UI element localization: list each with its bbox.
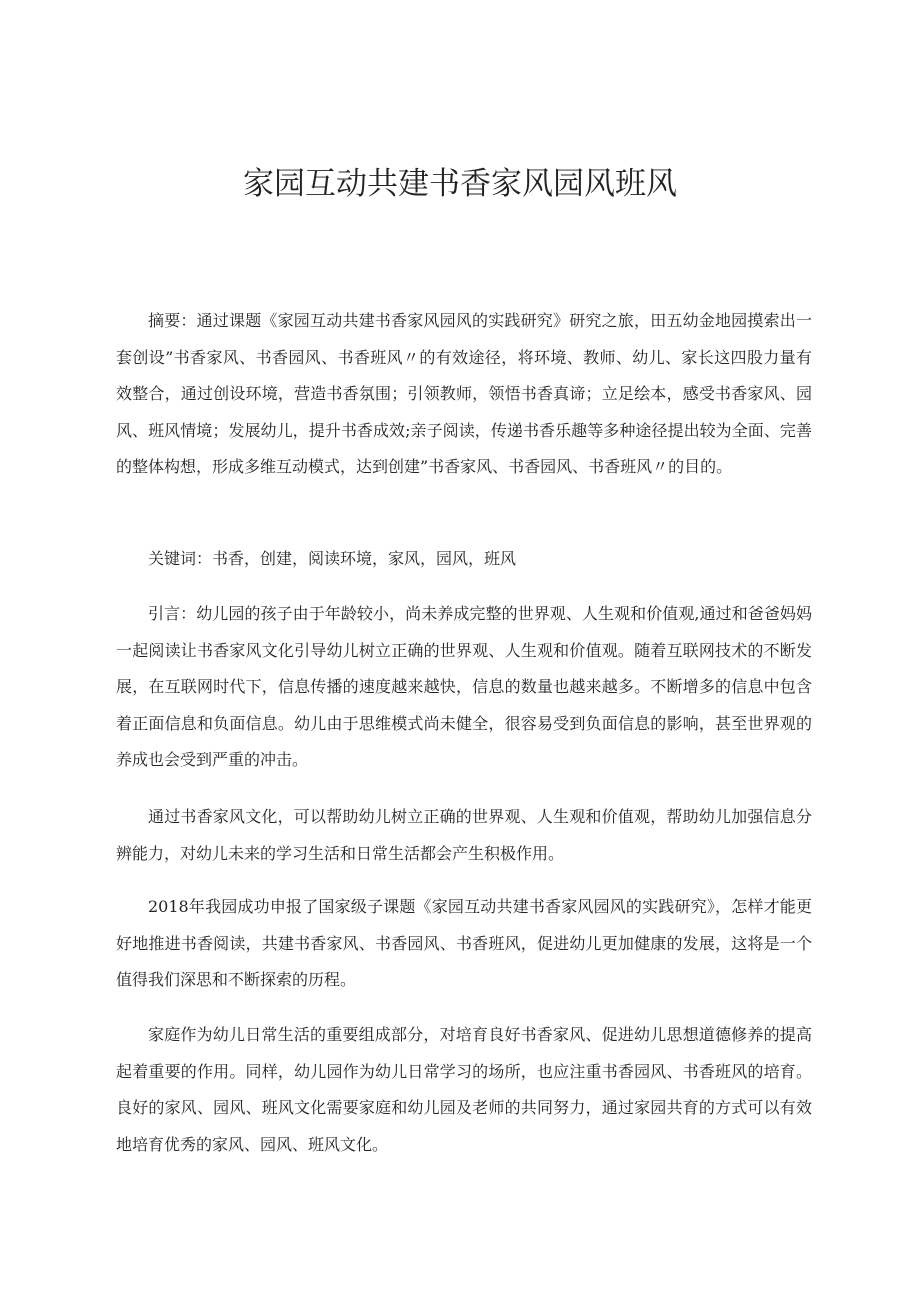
body-paragraph: 通过书香家风文化，可以帮助幼儿树立正确的世界观、人生观和价值观，帮助幼儿加强信息分辨能力，对幼儿未来的学习生活和日常生活都会产生积极作用。 <box>116 807 812 863</box>
body-paragraph: 家庭作为幼儿日常生活的重要组成部分，对培育良好书香家风、促进幼儿思想道德修养的提高起着重要的作用。同样，幼儿园作为幼儿日常学习的场所，也应注重书香园风、书香班风的培育。良好的家风、园风、班风文化需要家庭和幼儿园及老师的共同努力，通过家园共育的方式可以有效地培育优秀的家风、园风、班风文化。 <box>116 1025 812 1154</box>
keywords-paragraph: 关键词：书香，创建，阅读环境，家风，园风，班风 <box>148 549 517 568</box>
introduction-paragraph: 引言：幼儿园的孩子由于年龄较小，尚未养成完整的世界观、人生观和价值观,通过和爸爸妈妈一起阅读让书香家风文化引导幼儿树立正确的世界观、人生观和价值观。随着互联网技术的不断发展，在互联网时代下，信息传播的速度越来越快，信息的数量也越来越多。不断增多的信息中包含着正面信息和负面信息。幼儿由于思维模式尚未健全，很容易受到负面信息的影响，甚至世界观的养成也会受到严重的冲击。 <box>116 604 812 769</box>
body-paragraph: 2018年我园成功申报了国家级子课题《家园互动共建书香家风园风的实践研究》，怎样才能更好地推进书香阅读，共建书香家风、书香园风、书香班风，促进幼儿更加健康的发展，这将是一个值得我们深思和不断探索的历程。 <box>116 897 812 989</box>
abstract-paragraph: 摘要：通过课题《家园互动共建书香家风园风的实践研究》研究之旅，田五幼金地园摸索出一套创设”书香家风、书香园风、书香班风〃的有效途径，将环境、教师、幼儿、家长这四股力量有效整合，通过创设环境，营造书香氛围；引领教师，领悟书香真谛；立足绘本，感受书香家风、园风、班风情境；发展幼儿，提升书香成效;亲子阅读，传递书香乐趣等多种途径提出较为全面、完善的整体构想，形成多维互动模式，达到创建”书香家风、书香园风、书香班风〃的目的。 <box>116 311 812 476</box>
document-title: 家园互动共建书香家风园风班风 <box>243 166 677 202</box>
